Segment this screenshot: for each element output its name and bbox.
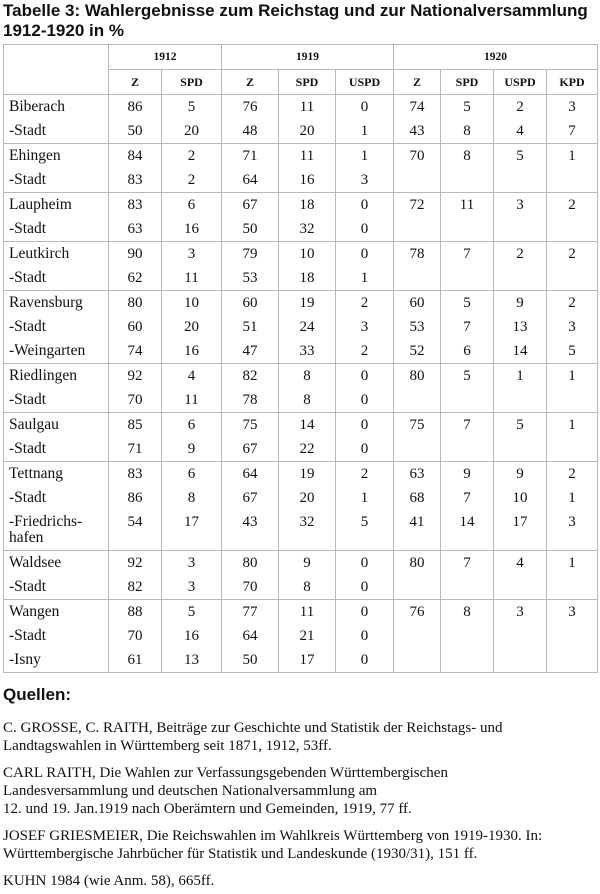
value-cell: 1 xyxy=(336,486,394,510)
value-cell: 3 xyxy=(336,168,394,193)
value-cell: 2 xyxy=(336,291,394,316)
value-cell xyxy=(547,217,598,242)
value-cell xyxy=(494,624,547,648)
value-cell: 0 xyxy=(336,437,394,462)
value-cell: 2 xyxy=(494,95,547,120)
value-cell: 85 xyxy=(109,413,162,438)
value-cell: 86 xyxy=(109,95,162,120)
value-cell: 92 xyxy=(109,364,162,389)
source-entry xyxy=(3,764,597,818)
value-cell: 7 xyxy=(441,315,494,339)
value-cell: 9 xyxy=(279,551,336,576)
year-header: 1919 xyxy=(222,45,394,70)
value-cell: 8 xyxy=(279,388,336,413)
district-label: Ravensburg xyxy=(4,291,109,316)
value-cell: 61 xyxy=(109,648,162,673)
value-cell xyxy=(494,648,547,673)
value-cell: 88 xyxy=(109,600,162,625)
value-cell: 60 xyxy=(222,291,279,316)
value-cell: 78 xyxy=(222,388,279,413)
value-cell: 2 xyxy=(336,339,394,364)
value-cell: 5 xyxy=(336,510,394,551)
value-cell: 51 xyxy=(222,315,279,339)
value-cell: 75 xyxy=(222,413,279,438)
year-header: 1920 xyxy=(394,45,598,70)
value-cell: 9 xyxy=(494,291,547,316)
party-header: SPD xyxy=(279,70,336,95)
value-cell: 67 xyxy=(222,193,279,218)
value-cell: 7 xyxy=(441,551,494,576)
value-cell xyxy=(547,648,598,673)
value-cell: 8 xyxy=(441,144,494,169)
table-body xyxy=(4,95,598,673)
value-cell: 10 xyxy=(279,242,336,267)
value-cell: 92 xyxy=(109,551,162,576)
district-label: Waldsee xyxy=(4,551,109,576)
value-cell: 18 xyxy=(279,193,336,218)
value-cell: 7 xyxy=(547,119,598,144)
value-cell: 83 xyxy=(109,168,162,193)
value-cell xyxy=(394,266,441,291)
value-cell: 0 xyxy=(336,242,394,267)
value-cell: 8 xyxy=(441,119,494,144)
value-cell: 83 xyxy=(109,193,162,218)
district-label: -Stadt xyxy=(4,388,109,413)
value-cell: 2 xyxy=(547,193,598,218)
value-cell xyxy=(494,388,547,413)
value-cell: 7 xyxy=(441,486,494,510)
title-line: 1912-1920 in % xyxy=(3,21,124,40)
value-cell: 5 xyxy=(162,95,222,120)
value-cell xyxy=(547,266,598,291)
value-cell: 2 xyxy=(547,291,598,316)
value-cell: 7 xyxy=(441,242,494,267)
value-cell: 20 xyxy=(162,119,222,144)
table-row xyxy=(4,510,598,551)
value-cell xyxy=(547,575,598,600)
value-cell: 82 xyxy=(222,364,279,389)
value-cell: 14 xyxy=(441,510,494,551)
value-cell: 16 xyxy=(279,168,336,193)
value-cell: 24 xyxy=(279,315,336,339)
value-cell xyxy=(441,624,494,648)
table-row xyxy=(4,462,598,487)
district-label: Tettnang xyxy=(4,462,109,487)
value-cell: 2 xyxy=(547,462,598,487)
value-cell: 2 xyxy=(547,242,598,267)
value-cell: 4 xyxy=(162,364,222,389)
value-cell: 17 xyxy=(162,510,222,551)
value-cell xyxy=(441,648,494,673)
district-label: Saulgau xyxy=(4,413,109,438)
value-cell: 3 xyxy=(494,193,547,218)
value-cell xyxy=(394,217,441,242)
value-cell xyxy=(441,217,494,242)
value-cell: 90 xyxy=(109,242,162,267)
value-cell: 1 xyxy=(336,266,394,291)
value-cell: 74 xyxy=(109,339,162,364)
value-cell: 21 xyxy=(279,624,336,648)
district-label: -Stadt xyxy=(4,486,109,510)
value-cell: 3 xyxy=(547,510,598,551)
table-row xyxy=(4,364,598,389)
value-cell: 5 xyxy=(162,600,222,625)
value-cell: 0 xyxy=(336,95,394,120)
value-cell: 1 xyxy=(547,486,598,510)
value-cell: 1 xyxy=(336,144,394,169)
value-cell: 6 xyxy=(162,193,222,218)
value-cell: 14 xyxy=(494,339,547,364)
value-cell: 1 xyxy=(336,119,394,144)
value-cell: 80 xyxy=(394,364,441,389)
value-cell xyxy=(441,168,494,193)
value-cell: 9 xyxy=(441,462,494,487)
value-cell: 60 xyxy=(109,315,162,339)
value-cell: 77 xyxy=(222,600,279,625)
district-label: -Stadt xyxy=(4,575,109,600)
value-cell: 5 xyxy=(441,95,494,120)
value-cell: 6 xyxy=(162,462,222,487)
value-cell: 19 xyxy=(279,462,336,487)
value-cell: 43 xyxy=(222,510,279,551)
source-entry xyxy=(3,719,597,755)
value-cell: 3 xyxy=(547,600,598,625)
value-cell: 67 xyxy=(222,437,279,462)
value-cell: 13 xyxy=(494,315,547,339)
value-cell: 3 xyxy=(162,242,222,267)
value-cell: 20 xyxy=(279,486,336,510)
value-cell: 5 xyxy=(441,291,494,316)
value-cell xyxy=(394,648,441,673)
value-cell: 53 xyxy=(394,315,441,339)
table-row xyxy=(4,575,598,600)
table-row xyxy=(4,291,598,316)
district-label: -Stadt xyxy=(4,119,109,144)
value-cell: 1 xyxy=(494,364,547,389)
value-cell: 1 xyxy=(547,364,598,389)
table-row xyxy=(4,95,598,120)
value-cell: 48 xyxy=(222,119,279,144)
district-label: -Weingarten xyxy=(4,339,109,364)
value-cell: 75 xyxy=(394,413,441,438)
district-label: -Stadt xyxy=(4,168,109,193)
value-cell: 32 xyxy=(279,510,336,551)
source-line: Württembergische Jahrbücher für Statistik und Landeskunde (1930/31), 151 ff. xyxy=(3,846,478,862)
value-cell xyxy=(394,624,441,648)
value-cell: 0 xyxy=(336,575,394,600)
value-cell: 83 xyxy=(109,462,162,487)
value-cell: 2 xyxy=(162,168,222,193)
value-cell: 70 xyxy=(109,388,162,413)
value-cell: 0 xyxy=(336,551,394,576)
party-header: Z xyxy=(394,70,441,95)
table-row xyxy=(4,339,598,364)
value-cell: 47 xyxy=(222,339,279,364)
district-label: Wangen xyxy=(4,600,109,625)
value-cell: 82 xyxy=(109,575,162,600)
value-cell xyxy=(394,388,441,413)
sources-heading: Quellen: xyxy=(3,685,72,704)
value-cell: 79 xyxy=(222,242,279,267)
district-label: Ehingen xyxy=(4,144,109,169)
value-cell xyxy=(394,168,441,193)
value-cell: 32 xyxy=(279,217,336,242)
value-cell xyxy=(394,437,441,462)
value-cell: 0 xyxy=(336,648,394,673)
source-line: Landesversammlung und deutschen Nationalversammlung am xyxy=(3,783,378,799)
value-cell xyxy=(494,217,547,242)
value-cell: 78 xyxy=(394,242,441,267)
district-label: Leutkirch xyxy=(4,242,109,267)
value-cell: 50 xyxy=(109,119,162,144)
value-cell: 71 xyxy=(109,437,162,462)
source-line: Landtagswahlen in Württemberg seit 1871, 1912, 53ff. xyxy=(3,738,332,754)
value-cell xyxy=(441,575,494,600)
value-cell: 4 xyxy=(494,119,547,144)
value-cell: 63 xyxy=(109,217,162,242)
value-cell: 1 xyxy=(547,144,598,169)
value-cell: 11 xyxy=(162,266,222,291)
value-cell: 2 xyxy=(336,462,394,487)
value-cell: 60 xyxy=(394,291,441,316)
district-label: -Stadt xyxy=(4,266,109,291)
value-cell: 41 xyxy=(394,510,441,551)
value-cell: 0 xyxy=(336,388,394,413)
district-label: -Stadt xyxy=(4,217,109,242)
district-label: -Stadt xyxy=(4,437,109,462)
source-line: 12. und 19. Jan.1919 nach Oberämtern und Gemeinden, 1919, 77 ff. xyxy=(3,801,412,817)
value-cell: 64 xyxy=(222,462,279,487)
value-cell: 3 xyxy=(162,551,222,576)
district-label: -Friedrichs- hafen xyxy=(4,510,109,551)
value-cell: 20 xyxy=(162,315,222,339)
value-cell: 0 xyxy=(336,600,394,625)
source-entry xyxy=(3,827,597,863)
table-row xyxy=(4,168,598,193)
district-label: -Stadt xyxy=(4,624,109,648)
value-cell xyxy=(547,388,598,413)
value-cell: 1 xyxy=(547,413,598,438)
district-label: Laupheim xyxy=(4,193,109,218)
value-cell xyxy=(547,624,598,648)
value-cell: 16 xyxy=(162,339,222,364)
value-cell xyxy=(494,437,547,462)
table-row xyxy=(4,144,598,169)
value-cell: 0 xyxy=(336,193,394,218)
table-row xyxy=(4,315,598,339)
value-cell: 6 xyxy=(441,339,494,364)
election-results-table xyxy=(3,44,598,673)
value-cell: 76 xyxy=(222,95,279,120)
value-cell: 70 xyxy=(394,144,441,169)
year-header: 1912 xyxy=(109,45,222,70)
value-cell: 13 xyxy=(162,648,222,673)
party-header: USPD xyxy=(336,70,394,95)
value-cell: 84 xyxy=(109,144,162,169)
page-title xyxy=(3,1,588,41)
value-cell xyxy=(547,168,598,193)
value-cell xyxy=(441,437,494,462)
value-cell: 16 xyxy=(162,217,222,242)
value-cell: 80 xyxy=(222,551,279,576)
header-corner-cell xyxy=(4,45,109,95)
value-cell: 11 xyxy=(279,95,336,120)
value-cell: 53 xyxy=(222,266,279,291)
value-cell: 3 xyxy=(162,575,222,600)
table-row xyxy=(4,266,598,291)
value-cell: 11 xyxy=(162,388,222,413)
district-label: Riedlingen xyxy=(4,364,109,389)
value-cell: 20 xyxy=(279,119,336,144)
table-row xyxy=(4,413,598,438)
value-cell: 3 xyxy=(547,95,598,120)
table-row xyxy=(4,551,598,576)
value-cell xyxy=(494,168,547,193)
table-row xyxy=(4,437,598,462)
value-cell: 19 xyxy=(279,291,336,316)
value-cell: 72 xyxy=(394,193,441,218)
table-row xyxy=(4,193,598,218)
value-cell: 70 xyxy=(222,575,279,600)
value-cell: 10 xyxy=(162,291,222,316)
district-label: -Isny xyxy=(4,648,109,673)
value-cell: 18 xyxy=(279,266,336,291)
sources-section xyxy=(3,683,597,890)
value-cell: 52 xyxy=(394,339,441,364)
value-cell: 5 xyxy=(494,144,547,169)
value-cell: 8 xyxy=(279,575,336,600)
value-cell: 1 xyxy=(547,551,598,576)
value-cell: 3 xyxy=(547,315,598,339)
value-cell xyxy=(441,266,494,291)
value-cell: 5 xyxy=(547,339,598,364)
source-line: JOSEF GRIESMEIER, Die Reichswahlen im Wahlkreis Württemberg von 1919-1930. In: xyxy=(3,828,543,844)
value-cell: 10 xyxy=(494,486,547,510)
party-header: USPD xyxy=(494,70,547,95)
value-cell: 11 xyxy=(279,144,336,169)
value-cell: 22 xyxy=(279,437,336,462)
value-cell: 9 xyxy=(494,462,547,487)
table-row xyxy=(4,217,598,242)
party-header: KPD xyxy=(547,70,598,95)
table-row xyxy=(4,242,598,267)
table-row xyxy=(4,600,598,625)
value-cell: 16 xyxy=(162,624,222,648)
source-entry xyxy=(3,872,597,890)
value-cell: 86 xyxy=(109,486,162,510)
source-line: CARL RAITH, Die Wahlen zur Verfassungsgebenden Württembergischen xyxy=(3,765,448,781)
value-cell: 8 xyxy=(441,600,494,625)
value-cell: 0 xyxy=(336,364,394,389)
value-cell: 80 xyxy=(394,551,441,576)
value-cell xyxy=(394,575,441,600)
value-cell: 70 xyxy=(109,624,162,648)
value-cell: 8 xyxy=(162,486,222,510)
value-cell: 54 xyxy=(109,510,162,551)
value-cell: 50 xyxy=(222,648,279,673)
value-cell: 0 xyxy=(336,624,394,648)
value-cell: 63 xyxy=(394,462,441,487)
district-label: -Stadt xyxy=(4,315,109,339)
party-header: SPD xyxy=(441,70,494,95)
value-cell: 67 xyxy=(222,486,279,510)
table-row xyxy=(4,486,598,510)
value-cell: 7 xyxy=(441,413,494,438)
value-cell: 11 xyxy=(441,193,494,218)
table-row xyxy=(4,388,598,413)
source-line: KUHN 1984 (wie Anm. 58), 665ff. xyxy=(3,873,215,889)
value-cell: 17 xyxy=(494,510,547,551)
table-row xyxy=(4,119,598,144)
value-cell: 50 xyxy=(222,217,279,242)
table-header xyxy=(4,45,598,95)
value-cell xyxy=(547,437,598,462)
value-cell: 68 xyxy=(394,486,441,510)
source-line: C. GROSSE, C. RAITH, Beiträge zur Geschichte und Statistik der Reichstags- und xyxy=(3,720,503,736)
value-cell: 33 xyxy=(279,339,336,364)
value-cell: 4 xyxy=(494,551,547,576)
value-cell: 76 xyxy=(394,600,441,625)
district-label: Biberach xyxy=(4,95,109,120)
table-row xyxy=(4,624,598,648)
header-row-years xyxy=(4,45,598,70)
value-cell: 5 xyxy=(441,364,494,389)
value-cell: 6 xyxy=(162,413,222,438)
value-cell: 80 xyxy=(109,291,162,316)
value-cell: 0 xyxy=(336,413,394,438)
title-line: Tabelle 3: Wahlergebnisse zum Reichstag und zur Nationalversammlung xyxy=(3,1,588,20)
value-cell: 43 xyxy=(394,119,441,144)
party-header: Z xyxy=(222,70,279,95)
value-cell: 64 xyxy=(222,624,279,648)
value-cell: 8 xyxy=(279,364,336,389)
value-cell: 5 xyxy=(494,413,547,438)
value-cell: 2 xyxy=(494,242,547,267)
value-cell: 71 xyxy=(222,144,279,169)
value-cell xyxy=(441,388,494,413)
value-cell: 74 xyxy=(394,95,441,120)
value-cell xyxy=(494,266,547,291)
table-row xyxy=(4,648,598,673)
value-cell: 64 xyxy=(222,168,279,193)
value-cell: 3 xyxy=(336,315,394,339)
value-cell: 11 xyxy=(279,600,336,625)
value-cell: 0 xyxy=(336,217,394,242)
value-cell: 62 xyxy=(109,266,162,291)
value-cell xyxy=(494,575,547,600)
value-cell: 9 xyxy=(162,437,222,462)
value-cell: 17 xyxy=(279,648,336,673)
value-cell: 2 xyxy=(162,144,222,169)
party-header: Z xyxy=(109,70,162,95)
value-cell: 3 xyxy=(494,600,547,625)
value-cell: 14 xyxy=(279,413,336,438)
party-header: SPD xyxy=(162,70,222,95)
